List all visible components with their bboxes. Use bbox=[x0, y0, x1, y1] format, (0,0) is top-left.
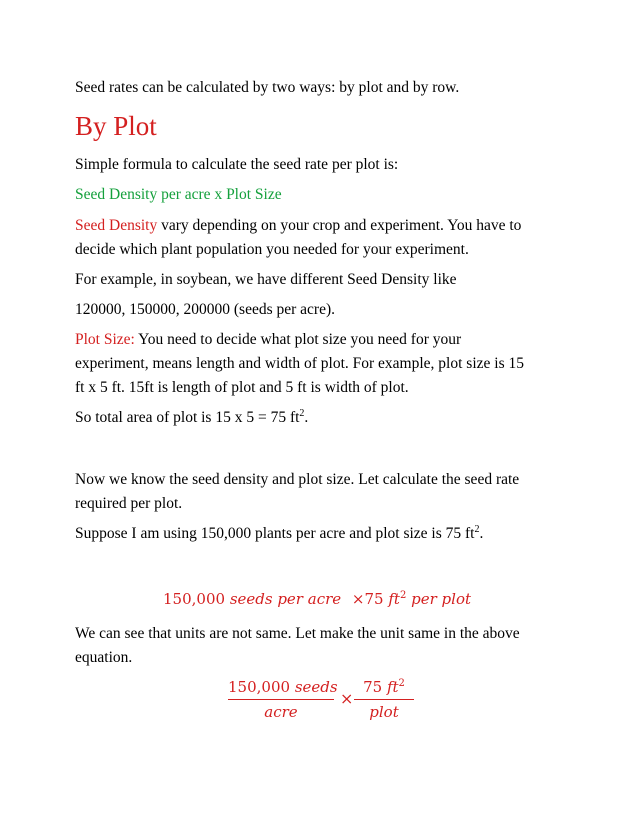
units-line-1: We can see that units are not same. Let make the unit same in the above bbox=[75, 625, 520, 642]
seed-density-term: Seed Density bbox=[75, 217, 158, 234]
example-line-2: 120000, 150000, 200000 (seeds per acre). bbox=[75, 301, 335, 318]
fraction-2-denominator: plot bbox=[369, 703, 399, 721]
equation-1-number-2: 75 bbox=[364, 590, 384, 608]
equation-1-unit-3: per plot bbox=[411, 590, 472, 608]
suppose-sup: 2 bbox=[474, 523, 480, 535]
equation-1-sup: 2 bbox=[399, 590, 407, 601]
formula-intro: Simple formula to calculate the seed rate per plot is: bbox=[75, 156, 399, 173]
fraction-1-numerator bbox=[228, 676, 338, 698]
example-line-1: For example, in soybean, we have different Seed Density like bbox=[75, 271, 457, 288]
plot-size-line-2: experiment, means length and width of plot. For example, plot size is 15 bbox=[75, 355, 524, 372]
equation-1-unit-2: ft bbox=[388, 590, 400, 608]
fraction-2-unit: ft bbox=[386, 678, 399, 696]
units-line-2: equation. bbox=[75, 649, 133, 666]
equation-2-operator: × bbox=[340, 689, 354, 708]
plot-size-line-3: ft x 5 ft. 15ft is length of plot and 5 ft is width of plot. bbox=[75, 379, 409, 396]
suppose-end: . bbox=[479, 525, 484, 542]
suppose-line bbox=[75, 524, 483, 544]
fraction-1-number: 150,000 bbox=[228, 678, 291, 696]
equation-1-operator: × bbox=[351, 590, 365, 608]
fraction-1 bbox=[228, 676, 338, 723]
intro-text: Seed rates can be calculated by two ways: by plot and by row. bbox=[75, 79, 460, 96]
formula-text: Seed Density per acre x Plot Size bbox=[75, 186, 282, 203]
fraction-2-numerator bbox=[354, 676, 414, 698]
seed-density-line-1 bbox=[75, 216, 521, 236]
suppose-text: Suppose I am using 150,000 plants per acre and plot size is 75 ft bbox=[75, 525, 475, 542]
section-heading: By Plot bbox=[75, 111, 157, 141]
total-area-sup: 2 bbox=[299, 407, 305, 419]
plot-size-desc-1: You need to decide what plot size you need for your bbox=[134, 331, 462, 348]
total-area-text: So total area of plot is 15 x 5 = 75 ft bbox=[75, 409, 300, 426]
fraction-1-bar bbox=[228, 699, 334, 700]
plot-size-line-1 bbox=[75, 330, 461, 350]
equation-1-unit-1: seeds per acre bbox=[229, 590, 342, 608]
fraction-2-sup: 2 bbox=[398, 678, 405, 689]
plot-size-term: Plot Size: bbox=[75, 331, 135, 348]
equation-1 bbox=[163, 590, 471, 608]
fraction-1-denominator: acre bbox=[264, 703, 298, 721]
fraction-2-bar bbox=[354, 699, 414, 700]
seed-density-line-2: decide which plant population you needed for your experiment. bbox=[75, 241, 469, 258]
equation-1-number: 150,000 bbox=[163, 590, 226, 608]
total-area-end: . bbox=[304, 409, 309, 426]
fraction-1-unit: seeds bbox=[294, 678, 338, 696]
fraction-2-number: 75 bbox=[363, 678, 383, 696]
now-line-2: required per plot. bbox=[75, 495, 183, 512]
now-line-1: Now we know the seed density and plot size. Let calculate the seed rate bbox=[75, 471, 520, 488]
seed-density-desc-1: vary depending on your crop and experiment. You have to bbox=[157, 217, 522, 234]
fraction-2 bbox=[354, 676, 414, 723]
total-area-line bbox=[75, 408, 308, 428]
